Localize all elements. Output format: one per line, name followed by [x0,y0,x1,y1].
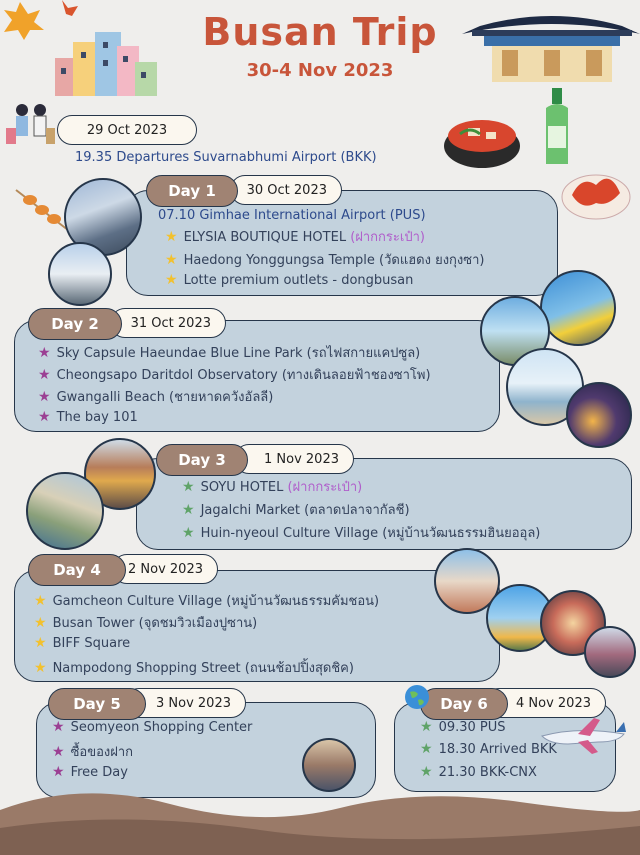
day5-date: 3 Nov 2023 [124,688,246,718]
day2-label: Day 2 [28,308,122,340]
day1-headline: 07.10 Gimhae International Airport (PUS) [158,208,426,223]
trip-dates: 30-4 Nov 2023 [246,60,394,81]
day4-label: Day 4 [28,554,126,586]
culture-village-photo [26,472,104,550]
day3-item: ★ Huin-nyeoul Culture Village (หมู่บ้านวัฒนธรรมฮินยออุล) [182,525,541,541]
day6-label: Day 6 [420,688,508,720]
star-icon: ★ [38,367,51,383]
kimchi-stew-illustration [442,106,524,172]
day2-item: ★ Gwangalli Beach (ชายหาดควังอัลลี) [38,389,274,405]
star-icon: ★ [38,409,51,425]
bottom-wave-decoration [0,780,640,855]
star-icon: ★ [34,593,47,609]
star-icon: ★ [38,345,51,361]
skewer-illustration [14,186,70,234]
star-icon: ★ [34,635,47,651]
day6-item: ★ 18.30 Arrived BKK [420,741,557,757]
star-icon: ★ [34,660,47,676]
day2-date: 31 Oct 2023 [110,308,226,338]
day2-item: ★ Cheongsapo Daritdol Observatory (ทางเดินลอยฟ้าชองซาโพ) [38,367,431,383]
day1-label: Day 1 [146,175,238,207]
nampodong-photo [584,626,636,678]
temple-photo [48,242,112,306]
day1-item: ★ ELYSIA BOUTIQUE HOTEL (ฝากกระเป๋า) [165,229,425,245]
day3-label: Day 3 [156,444,248,476]
day3-item: ★ Jagalchi Market (ตลาดปลาจากัลชี) [182,502,410,518]
day2-item: ★ Sky Capsule Haeundae Blue Line Park (รถไฟสกายแคปซูล) [38,345,421,361]
kimchi-plate-illustration [560,165,632,223]
day2-item: ★ The bay 101 [38,409,138,425]
airplane-icon [538,716,628,756]
day4-item: ★ BIFF Square [34,635,131,651]
day4-item: ★ Gamcheon Culture Village (หมู่บ้านวัฒนธรรมคัมชอน) [34,593,380,609]
star-icon: ★ [420,741,433,757]
day1-item: ★ Haedong Yonggungsa Temple (วัดแฮดง ยงกุงซา) [165,252,485,268]
day1-item: ★ Lotte premium outlets - dongbusan [165,272,414,288]
star-icon: ★ [420,764,433,780]
day6-item: ★ 09.30 PUS [420,719,506,735]
day5-item: ★ ซื้อของฝาก [52,744,134,760]
day3-item: ★ SOYU HOTEL (ฝากกระเป๋า) [182,479,363,495]
star-icon: ★ [165,272,178,288]
day4-item: ★ Nampodong Shopping Street (ถนนช้อปปิ้งสุดชิค) [34,660,354,676]
sky-capsule-photo [540,270,616,346]
star-icon: ★ [165,252,178,268]
day5-label: Day 5 [48,688,146,720]
day1-date: 30 Oct 2023 [230,175,342,205]
day5-item: ★ Free Day [52,764,128,780]
day6-date: 4 Nov 2023 [484,688,606,718]
departure-date-pill: 29 Oct 2023 [57,115,197,145]
star-icon: ★ [182,502,195,518]
departure-text: 19.35 Departures Suvarnabhumi Airport (BKK) [75,150,377,165]
star-icon: ★ [34,615,47,631]
star-icon: ★ [52,719,65,735]
star-icon: ★ [52,744,65,760]
day5-item: ★ Seomyeon Shopping Center [52,719,253,735]
day4-item: ★ Busan Tower (จุดชมวิวเมืองปูซาน) [34,615,258,631]
globe-icon [404,684,430,710]
couple-illustration [4,100,56,150]
day6-item: ★ 21.30 BKK-CNX [420,764,537,780]
star-icon: ★ [420,719,433,735]
star-icon: ★ [52,764,65,780]
star-icon: ★ [182,525,195,541]
star-icon: ★ [165,229,178,245]
the-bay-photo [566,382,632,448]
soju-bottle-illustration [538,86,578,166]
day3-date: 1 Nov 2023 [234,444,354,474]
star-icon: ★ [182,479,195,495]
day4-date: 2 Nov 2023 [112,554,218,584]
star-icon: ★ [38,389,51,405]
page-title: Busan Trip [202,10,438,54]
